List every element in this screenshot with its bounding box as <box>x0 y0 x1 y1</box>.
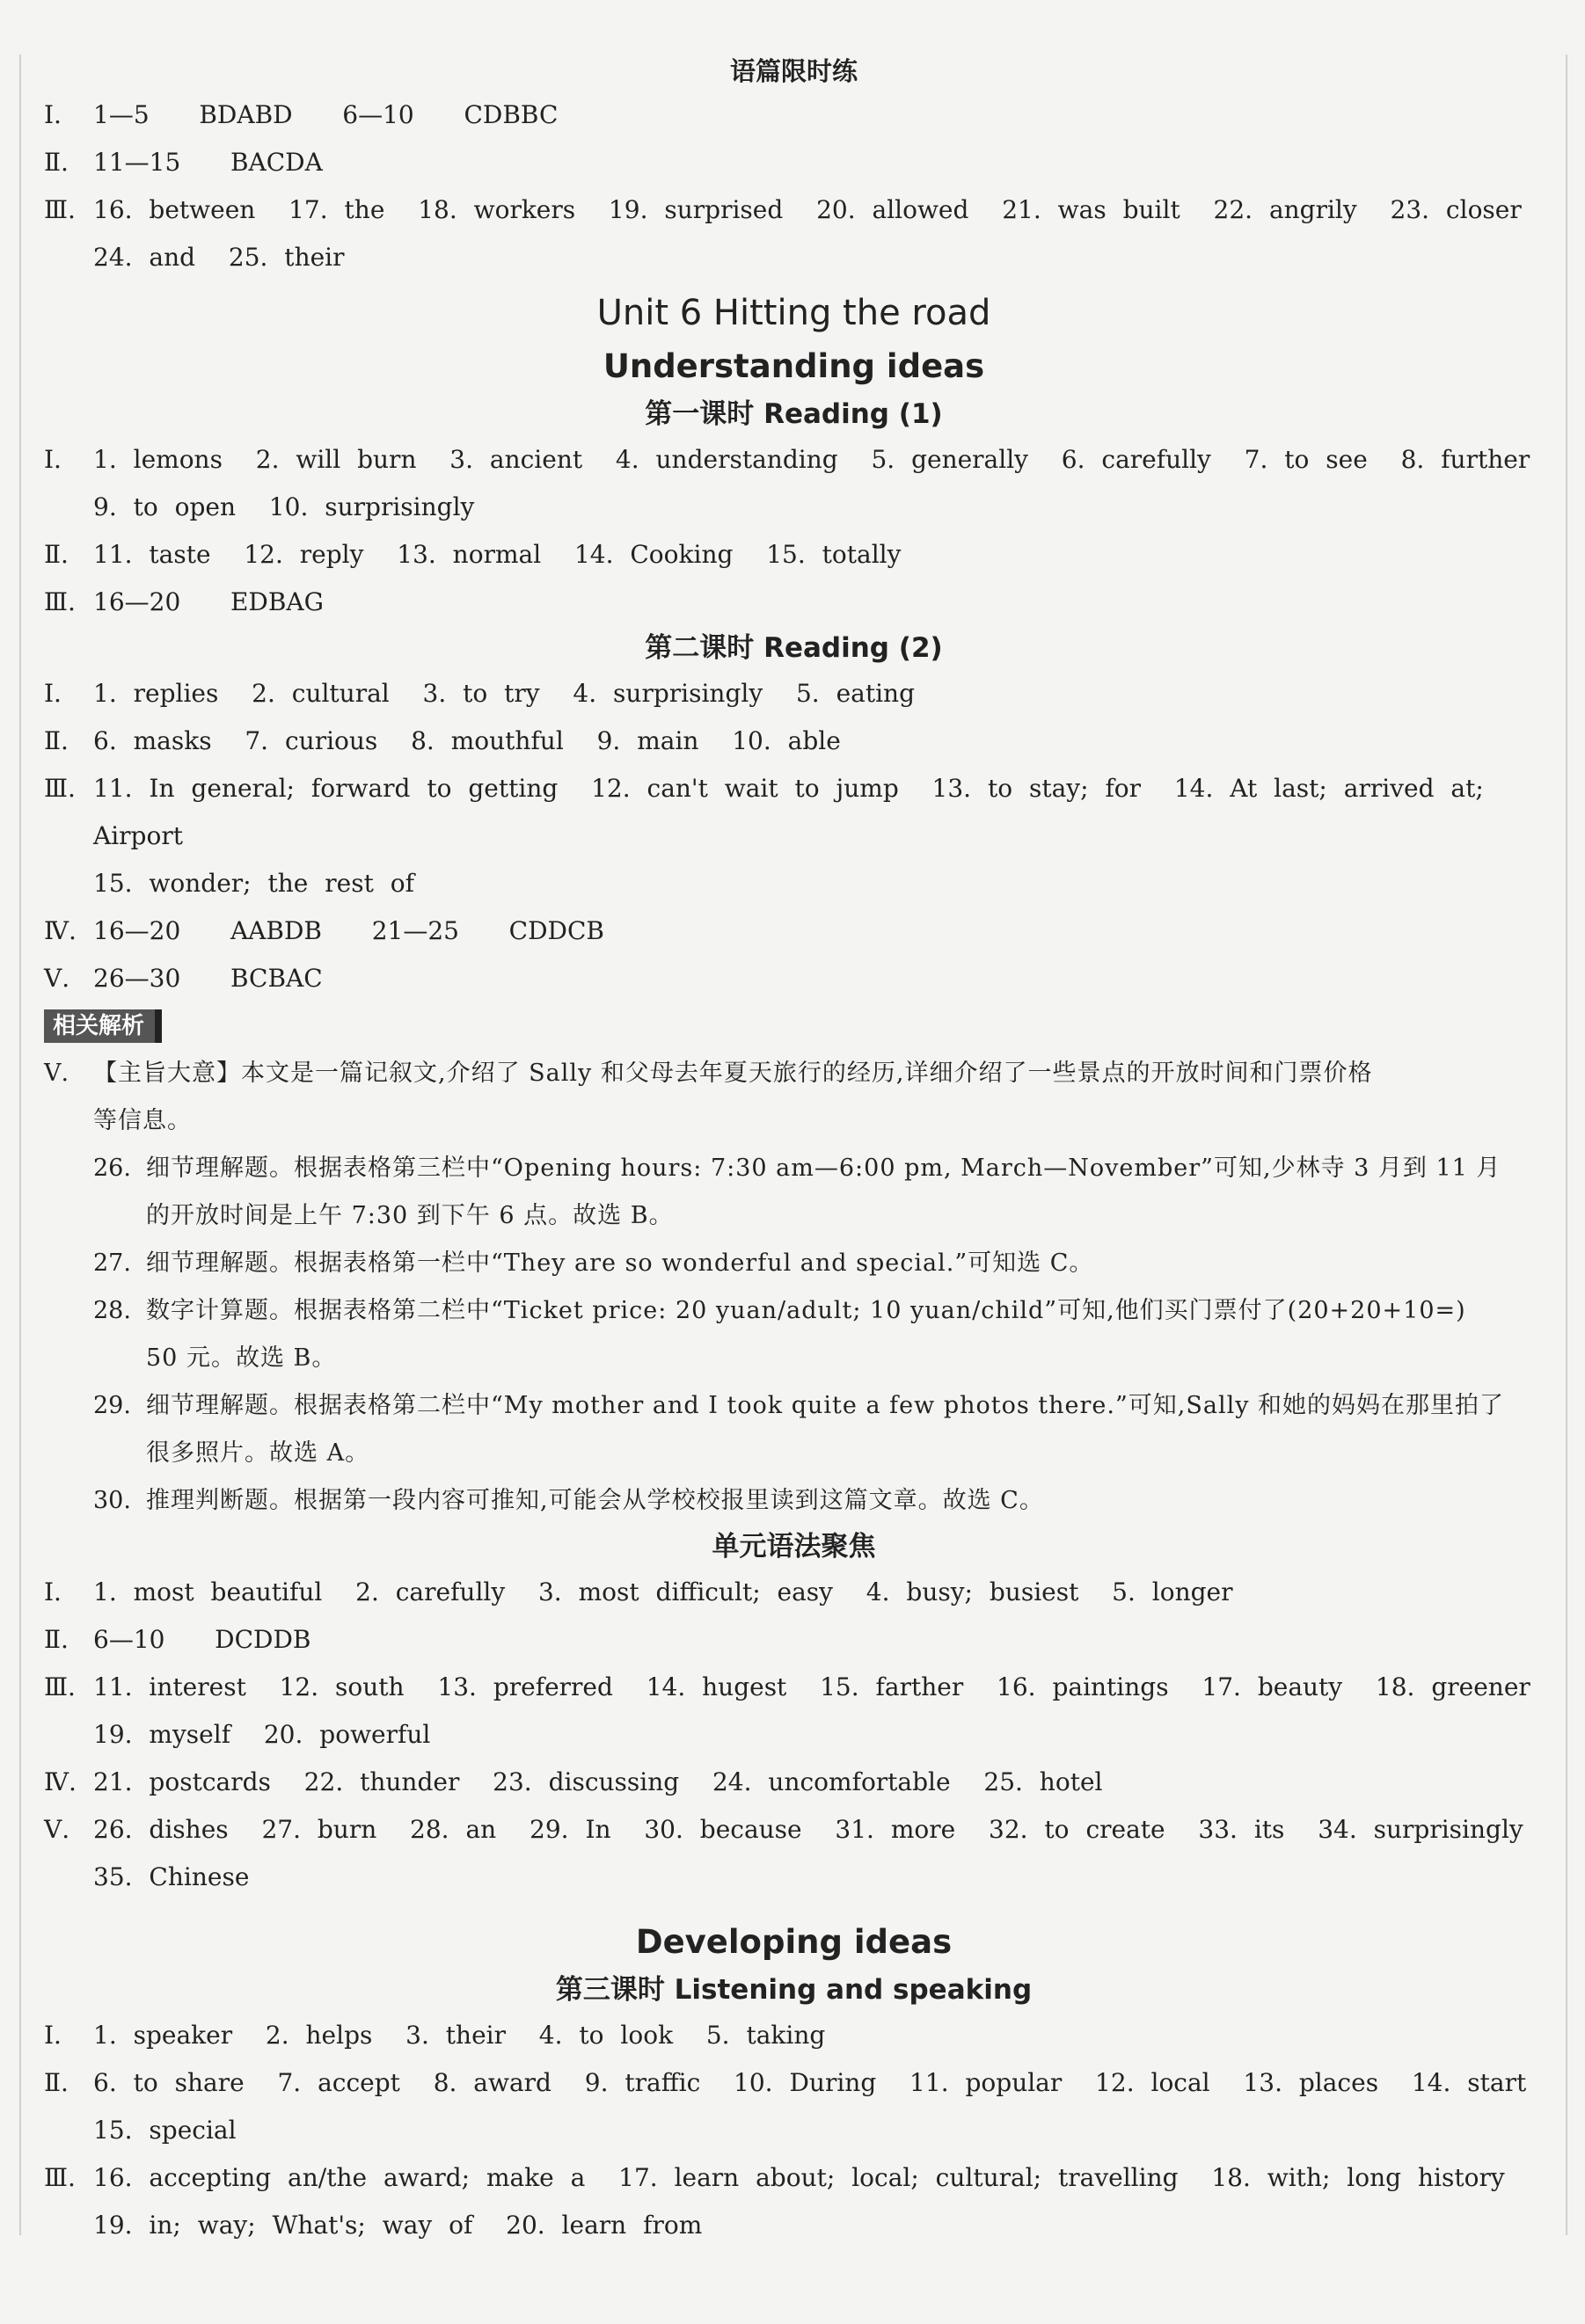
lesson-title-listening: 第三课时 Listening and speaking <box>555 1974 1033 2006</box>
row-number: Ⅲ. <box>44 1672 76 1701</box>
row-number: Ⅰ. <box>44 679 62 708</box>
explanation-item-cont <box>44 1192 1544 1240</box>
answer-row <box>44 1569 1544 1616</box>
explanation-text: 细节理解题。根据表格第一栏中“They are so wonderful and special.”可知选 C。 <box>146 1249 1094 1277</box>
row-answers: 16—20 AABDB 21—25 CDDCB <box>93 916 604 945</box>
answer-row <box>44 139 1544 186</box>
explanation-item-cont <box>44 1430 1544 1477</box>
answer-row <box>44 186 1544 234</box>
row-answers: 26—30 BCBAC <box>93 964 323 993</box>
row-continuation: 35. Chinese <box>93 1862 250 1891</box>
row-number: Ⅰ. <box>44 1577 62 1606</box>
question-number: 26. <box>93 1155 131 1182</box>
row-continuation: 9. to open 10. surprisingly <box>93 492 475 521</box>
row-number: Ⅰ. <box>44 2021 62 2050</box>
row-number: Ⅱ. <box>44 2068 69 2097</box>
practice-answers <box>44 91 1544 281</box>
explanation-item-cont <box>44 1335 1544 1382</box>
analysis-tag-wrap <box>44 1002 1544 1050</box>
answer-row <box>44 1759 1544 1806</box>
section-title-practice: 语篇限时练 <box>729 56 858 86</box>
section-title-grammar: 单元语法聚焦 <box>712 1531 876 1563</box>
row-answers: 11—15 BACDA <box>93 148 323 177</box>
question-number: 27. <box>93 1249 131 1277</box>
row-number: Ⅳ. <box>44 916 77 945</box>
row-answers: 11. In general; forward to getting 12. can't wait to jump 13. to stay; for 14. At last; arrived at; Airport <box>93 774 1501 850</box>
part-title-understanding: Understanding ideas <box>603 347 985 385</box>
explanation-text: 50 元。故选 B。 <box>146 1344 337 1372</box>
row-continuation: 15. wonder; the rest of <box>93 869 414 898</box>
row-continuation: 15. special <box>93 2116 237 2145</box>
main-idea-text: 【主旨大意】本文是一篇记叙文,介绍了 Sally 和父母去年夏天旅行的经历,详细介绍了一些景点的开放时间和门票价格 <box>93 1060 1373 1087</box>
row-answers: 16. between 17. the 18. workers 19. surprised 20. allowed 21. was built 22. angrily 23. closer <box>93 195 1522 224</box>
answer-row <box>44 718 1544 765</box>
answer-row <box>44 670 1544 718</box>
answer-row <box>44 907 1544 955</box>
explanation-text: 细节理解题。根据表格第二栏中“My mother and I took quite a few photos there.”可知,Sally 和她的妈妈在那里拍了 <box>146 1392 1505 1419</box>
row-number: Ⅲ. <box>44 774 76 803</box>
main-idea-continuation: 等信息。 <box>93 1107 192 1134</box>
main-idea <box>44 1050 1544 1097</box>
row-answers: 1. most beautiful 2. carefully 3. most difficult; easy 4. busy; busiest 5. longer <box>93 1577 1233 1606</box>
row-answers: 1. replies 2. cultural 3. to try 4. surprisingly 5. eating <box>93 679 915 708</box>
row-number: Ⅳ. <box>44 1767 77 1796</box>
row-number: Ⅱ. <box>44 540 69 569</box>
answer-row <box>44 765 1544 860</box>
part-title-developing: Developing ideas <box>635 1923 953 1961</box>
answer-row <box>44 531 1544 579</box>
explanation-text: 很多照片。故选 A。 <box>146 1439 370 1467</box>
explanation-item <box>44 1145 1544 1192</box>
question-number: 28. <box>93 1297 131 1324</box>
lesson3-answers <box>44 2012 1544 2249</box>
analysis-tag: 相关解析 <box>44 1009 162 1043</box>
answer-row <box>44 579 1544 626</box>
row-continuation: 19. in; way; What's; way of 20. learn from <box>93 2211 703 2240</box>
explanation-text: 数字计算题。根据表格第二栏中“Ticket price: 20 yuan/adult; 10 yuan/child”可知,他们买门票付了(20+20+10=) <box>146 1297 1466 1324</box>
row-answers: 16. accepting an/the award; make a 17. learn about; local; cultural; travelling 18. with; long history <box>93 2163 1505 2192</box>
row-number: Ⅴ. <box>44 964 70 993</box>
explanation-item <box>44 1382 1544 1430</box>
lesson2-answers <box>44 670 1544 1002</box>
row-number: Ⅱ. <box>44 726 69 755</box>
answer-row <box>44 2059 1544 2107</box>
row-answers: 1—5 BDABD 6—10 CDBBC <box>93 100 559 129</box>
row-number: Ⅰ. <box>44 445 62 474</box>
question-number: 29. <box>93 1392 131 1419</box>
answer-row <box>44 1616 1544 1664</box>
row-number: Ⅰ. <box>44 100 62 129</box>
question-number: 30. <box>93 1487 131 1514</box>
row-number: Ⅴ. <box>44 1060 69 1087</box>
explanation-item <box>44 1477 1544 1525</box>
row-number: Ⅱ. <box>44 1625 69 1654</box>
row-answers: 6—10 DCDDB <box>93 1625 311 1654</box>
answer-key-page <box>44 51 1544 2249</box>
answer-row <box>44 955 1544 1002</box>
answer-row <box>44 2012 1544 2059</box>
explanation-text: 推理判断题。根据第一段内容可推知,可能会从学校校报里读到这篇文章。故选 C。 <box>146 1487 1044 1514</box>
row-answers: 11. interest 12. south 13. preferred 14. hugest 15. farther 16. paintings 17. beauty 18. greener <box>93 1672 1530 1701</box>
row-number: Ⅱ. <box>44 148 69 177</box>
row-answers: 21. postcards 22. thunder 23. discussing 24. uncomfortable 25. hotel <box>93 1767 1103 1796</box>
row-answers: 11. taste 12. reply 13. normal 14. Cooking 15. totally <box>93 540 902 569</box>
lesson-title-reading-2: 第二课时 Reading (2) <box>645 632 943 664</box>
row-answers: 26. dishes 27. burn 28. an 29. In 30. because 31. more 32. to create 33. its 34. surprisingly <box>93 1815 1523 1844</box>
row-number: Ⅲ. <box>44 195 76 224</box>
explanation-item <box>44 1287 1544 1335</box>
analysis-block <box>44 1050 1544 1525</box>
lesson1-answers <box>44 436 1544 626</box>
unit-title: Unit 6 Hitting the road <box>596 293 991 333</box>
row-continuation: 19. myself 20. powerful <box>93 1720 431 1749</box>
answer-row <box>44 436 1544 484</box>
row-number: Ⅴ. <box>44 1815 70 1844</box>
row-answers: 6. masks 7. curious 8. mouthful 9. main 10. able <box>93 726 841 755</box>
grammar-answers <box>44 1569 1544 1901</box>
row-number: Ⅲ. <box>44 2163 76 2192</box>
row-answers: 1. speaker 2. helps 3. their 4. to look 5. taking <box>93 2021 826 2050</box>
explanation-text: 的开放时间是上午 7:30 到下午 6 点。故选 B。 <box>146 1202 674 1229</box>
row-answers: 6. to share 7. accept 8. award 9. traffic 10. During 11. popular 12. local 13. places 14. start <box>93 2068 1527 2097</box>
explanation-text: 细节理解题。根据表格第三栏中“Opening hours: 7:30 am—6:00 pm, March—November”可知,少林寺 3 月到 11 月 <box>146 1155 1501 1182</box>
row-answers: 1. lemons 2. will burn 3. ancient 4. understanding 5. generally 6. carefully 7. to see 8. further <box>93 445 1530 474</box>
answer-row <box>44 1664 1544 1711</box>
row-number: Ⅲ. <box>44 587 76 616</box>
row-continuation: 24. and 25. their <box>93 243 345 272</box>
explanation-item <box>44 1240 1544 1287</box>
row-answers: 16—20 EDBAG <box>93 587 325 616</box>
right-margin-rule <box>1566 55 1567 2235</box>
left-margin-rule <box>19 55 21 2235</box>
answer-row <box>44 2154 1544 2202</box>
lesson-title-reading-1: 第一课时 Reading (1) <box>645 398 943 430</box>
answer-row <box>44 1806 1544 1854</box>
answer-row <box>44 91 1544 139</box>
